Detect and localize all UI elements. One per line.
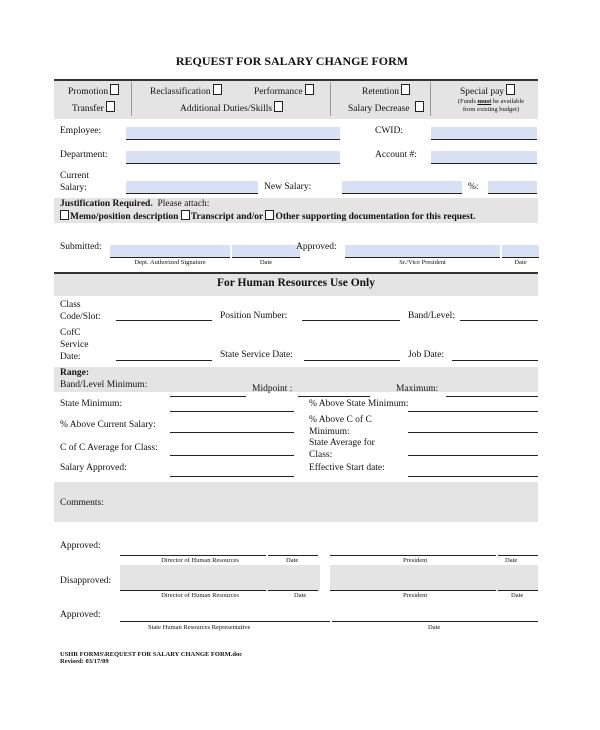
director-hr-caption: Director of Human Resources <box>161 592 239 599</box>
salary-approved-input[interactable] <box>170 476 294 477</box>
new-salary-input[interactable] <box>342 181 462 194</box>
cofc-label-line: CofC <box>60 328 81 338</box>
class-code-label <box>60 299 101 323</box>
effective-start-input[interactable] <box>408 476 538 477</box>
cofc-avg-input[interactable] <box>170 455 294 456</box>
current-label-line: Salary: <box>60 183 87 193</box>
note-part: from existing budget) <box>462 106 520 113</box>
date-caption: Date <box>505 557 518 564</box>
current-salary-label <box>60 170 89 194</box>
additional-duties-label: Additional Duties/Skills <box>180 104 273 114</box>
retention-option[interactable] <box>362 84 410 97</box>
dept-signature-caption: Dept. Authorized Signature <box>134 259 206 266</box>
department-input[interactable] <box>126 151 340 164</box>
band-min-input[interactable] <box>170 396 246 397</box>
date-caption: Date <box>514 259 527 266</box>
cofc-min-line: % Above C of C <box>309 415 372 425</box>
date-caption: Date <box>428 624 441 631</box>
new-salary-label: New Salary: <box>264 182 312 192</box>
state-service-date-input[interactable] <box>304 360 400 361</box>
maximum-label: Maximum: <box>396 384 439 394</box>
cofc-min-line: Minimum: <box>309 427 350 437</box>
transfer-label: Transfer <box>72 104 104 114</box>
date-caption: Date <box>259 259 273 266</box>
class-label-line: Code/Slot: <box>60 312 101 322</box>
divider <box>330 82 331 116</box>
pct-above-current-input[interactable] <box>170 432 294 433</box>
cofc-avg-label: C of C Average for Class: <box>60 443 158 453</box>
transcript-checkbox[interactable] <box>181 210 190 220</box>
note-part: be available <box>492 98 525 105</box>
comments-box[interactable] <box>54 482 538 522</box>
hr-date-line[interactable] <box>268 555 318 556</box>
footer-file-path: USHR FORMS\REQUEST FOR SALARY CHANGE FORM.doc <box>60 651 243 658</box>
justification-title: Justification Required. <box>60 199 153 209</box>
note-must: must <box>477 98 492 105</box>
maximum-input[interactable] <box>446 396 538 397</box>
divider <box>131 82 132 116</box>
retention-label: Retention <box>362 87 399 97</box>
note-part: (Funds <box>457 98 476 105</box>
other-checkbox[interactable] <box>265 210 274 220</box>
disapproved-president-date-line[interactable] <box>498 590 538 591</box>
justification-options <box>60 210 476 222</box>
retention-checkbox[interactable] <box>401 84 410 95</box>
transfer-checkbox[interactable] <box>106 101 115 112</box>
special-pay-note <box>445 98 537 114</box>
disapproved-hr-box <box>120 565 320 591</box>
range-heading: Range: <box>60 368 90 378</box>
state-hr-rep-caption: State Human Resources Representative <box>148 624 251 631</box>
state-avg-line: State Average for <box>309 438 375 448</box>
state-avg-input[interactable] <box>408 455 538 456</box>
disapproved-director-signature-line[interactable] <box>120 590 266 591</box>
class-code-input[interactable] <box>116 320 212 321</box>
cofc-label-line: Service <box>60 340 89 350</box>
state-min-label: State Minimum: <box>60 399 123 409</box>
state-avg-line: Class: <box>309 450 333 460</box>
employee-label: Employee: <box>60 126 102 136</box>
comments-label: Comments: <box>60 498 104 508</box>
state-service-date-label: State Service Date: <box>220 350 293 360</box>
president-caption: President <box>403 557 428 564</box>
salary-decrease-option[interactable] <box>348 101 424 114</box>
submitted-date-input[interactable] <box>232 245 300 258</box>
state-approved-label: Approved: <box>60 610 101 620</box>
class-label-line: Class <box>60 300 81 310</box>
salary-decrease-label: Salary Decrease <box>348 104 410 114</box>
justification-heading <box>60 199 209 209</box>
hr-heading: For Human Resources Use Only <box>216 277 376 289</box>
pct-above-current-label: % Above Current Salary: <box>60 420 156 430</box>
position-number-label: Position Number: <box>220 311 288 321</box>
president-signature-line[interactable] <box>330 555 496 556</box>
other-label: Other supporting documentation for this request. <box>275 212 476 222</box>
page-title: REQUEST FOR SALARY CHANGE FORM <box>175 54 409 68</box>
cwid-label: CWID: <box>375 126 403 136</box>
pct-above-cofc-input[interactable] <box>408 432 538 433</box>
transcript-label: Transcript and/or <box>190 212 264 222</box>
effective-start-label: Effective Start date: <box>309 463 385 473</box>
current-salary-input[interactable] <box>126 181 258 194</box>
state-rep-date-line[interactable] <box>332 621 538 622</box>
current-label-line: Current <box>60 171 90 181</box>
special-pay-checkbox[interactable] <box>506 84 515 95</box>
cofc-service-date-input[interactable] <box>116 360 212 361</box>
percent-input[interactable] <box>488 181 537 194</box>
position-number-input[interactable] <box>302 320 400 321</box>
reclassification-option[interactable] <box>150 84 222 97</box>
promotion-checkbox[interactable] <box>110 84 119 95</box>
approved-label: Approved: <box>296 242 337 252</box>
date-caption: Date <box>286 557 299 564</box>
memo-checkbox[interactable] <box>60 210 69 220</box>
pct-above-state-min-label: % Above State Minimum: <box>309 399 409 409</box>
disapproved-label: Disapproved: <box>60 576 112 586</box>
job-date-label: Job Date: <box>408 350 445 360</box>
approved-signature-input[interactable] <box>345 245 500 258</box>
special-pay-label: Special pay <box>460 87 505 97</box>
pct-above-cofc-label <box>309 414 372 438</box>
percent-label: %: <box>468 182 479 192</box>
state-rep-signature-line[interactable] <box>120 621 330 622</box>
cwid-input[interactable] <box>431 127 537 140</box>
divider <box>430 82 431 116</box>
date-caption: Date <box>511 592 524 599</box>
submitted-signature-input[interactable] <box>110 245 230 258</box>
hr-approved-label: Approved: <box>60 541 101 551</box>
reclassification-checkbox[interactable] <box>213 84 222 95</box>
department-label: Department: <box>60 150 108 160</box>
vp-signature-caption: Sr./Vice President <box>399 259 446 266</box>
approved-date-input[interactable] <box>502 245 539 258</box>
hr-director-signature-line[interactable] <box>120 555 266 556</box>
reclassification-label: Reclassification <box>150 87 211 97</box>
account-label: Account #: <box>375 150 417 160</box>
cofc-label-line: Date: <box>60 352 81 362</box>
promotion-option[interactable] <box>68 84 119 97</box>
transfer-option[interactable] <box>72 101 115 114</box>
midpoint-input[interactable] <box>298 396 370 397</box>
additional-duties-checkbox[interactable] <box>274 101 283 112</box>
performance-label: Performance <box>254 87 303 97</box>
performance-checkbox[interactable] <box>305 84 314 95</box>
state-min-input[interactable] <box>170 411 294 412</box>
band-level-label: Band/Level: <box>408 311 455 321</box>
disapproved-date-line[interactable] <box>268 590 318 591</box>
president-caption: President <box>403 592 428 599</box>
president-date-line[interactable] <box>498 555 538 556</box>
justification-attach: Please attach: <box>157 199 210 209</box>
memo-label: Memo/position description <box>70 212 179 222</box>
performance-option[interactable] <box>254 84 314 97</box>
salary-approved-label: Salary Approved: <box>60 463 127 473</box>
additional-duties-option[interactable] <box>180 101 283 114</box>
job-date-input[interactable] <box>452 360 538 361</box>
disapproved-president-signature-line[interactable] <box>330 590 496 591</box>
special-pay-option[interactable] <box>460 84 515 97</box>
state-avg-label <box>309 437 375 461</box>
director-hr-caption: Director of Human Resources <box>161 557 239 564</box>
account-input[interactable] <box>431 151 537 164</box>
band-min-label: Band/Level Minimum: <box>60 380 148 390</box>
disapproved-president-box <box>330 565 538 591</box>
cofc-service-date-label <box>60 327 89 363</box>
midpoint-label: Midpoint : <box>252 384 293 394</box>
promotion-label: Promotion <box>68 87 109 97</box>
salary-decrease-checkbox[interactable] <box>415 101 424 112</box>
employee-input[interactable] <box>126 127 340 140</box>
date-caption: Date <box>294 592 307 599</box>
pct-above-state-min-input[interactable] <box>408 411 538 412</box>
band-level-input[interactable] <box>460 320 538 321</box>
submitted-label: Submitted: <box>60 242 102 252</box>
footer-revised: Revised: 03/17/09 <box>60 658 109 665</box>
